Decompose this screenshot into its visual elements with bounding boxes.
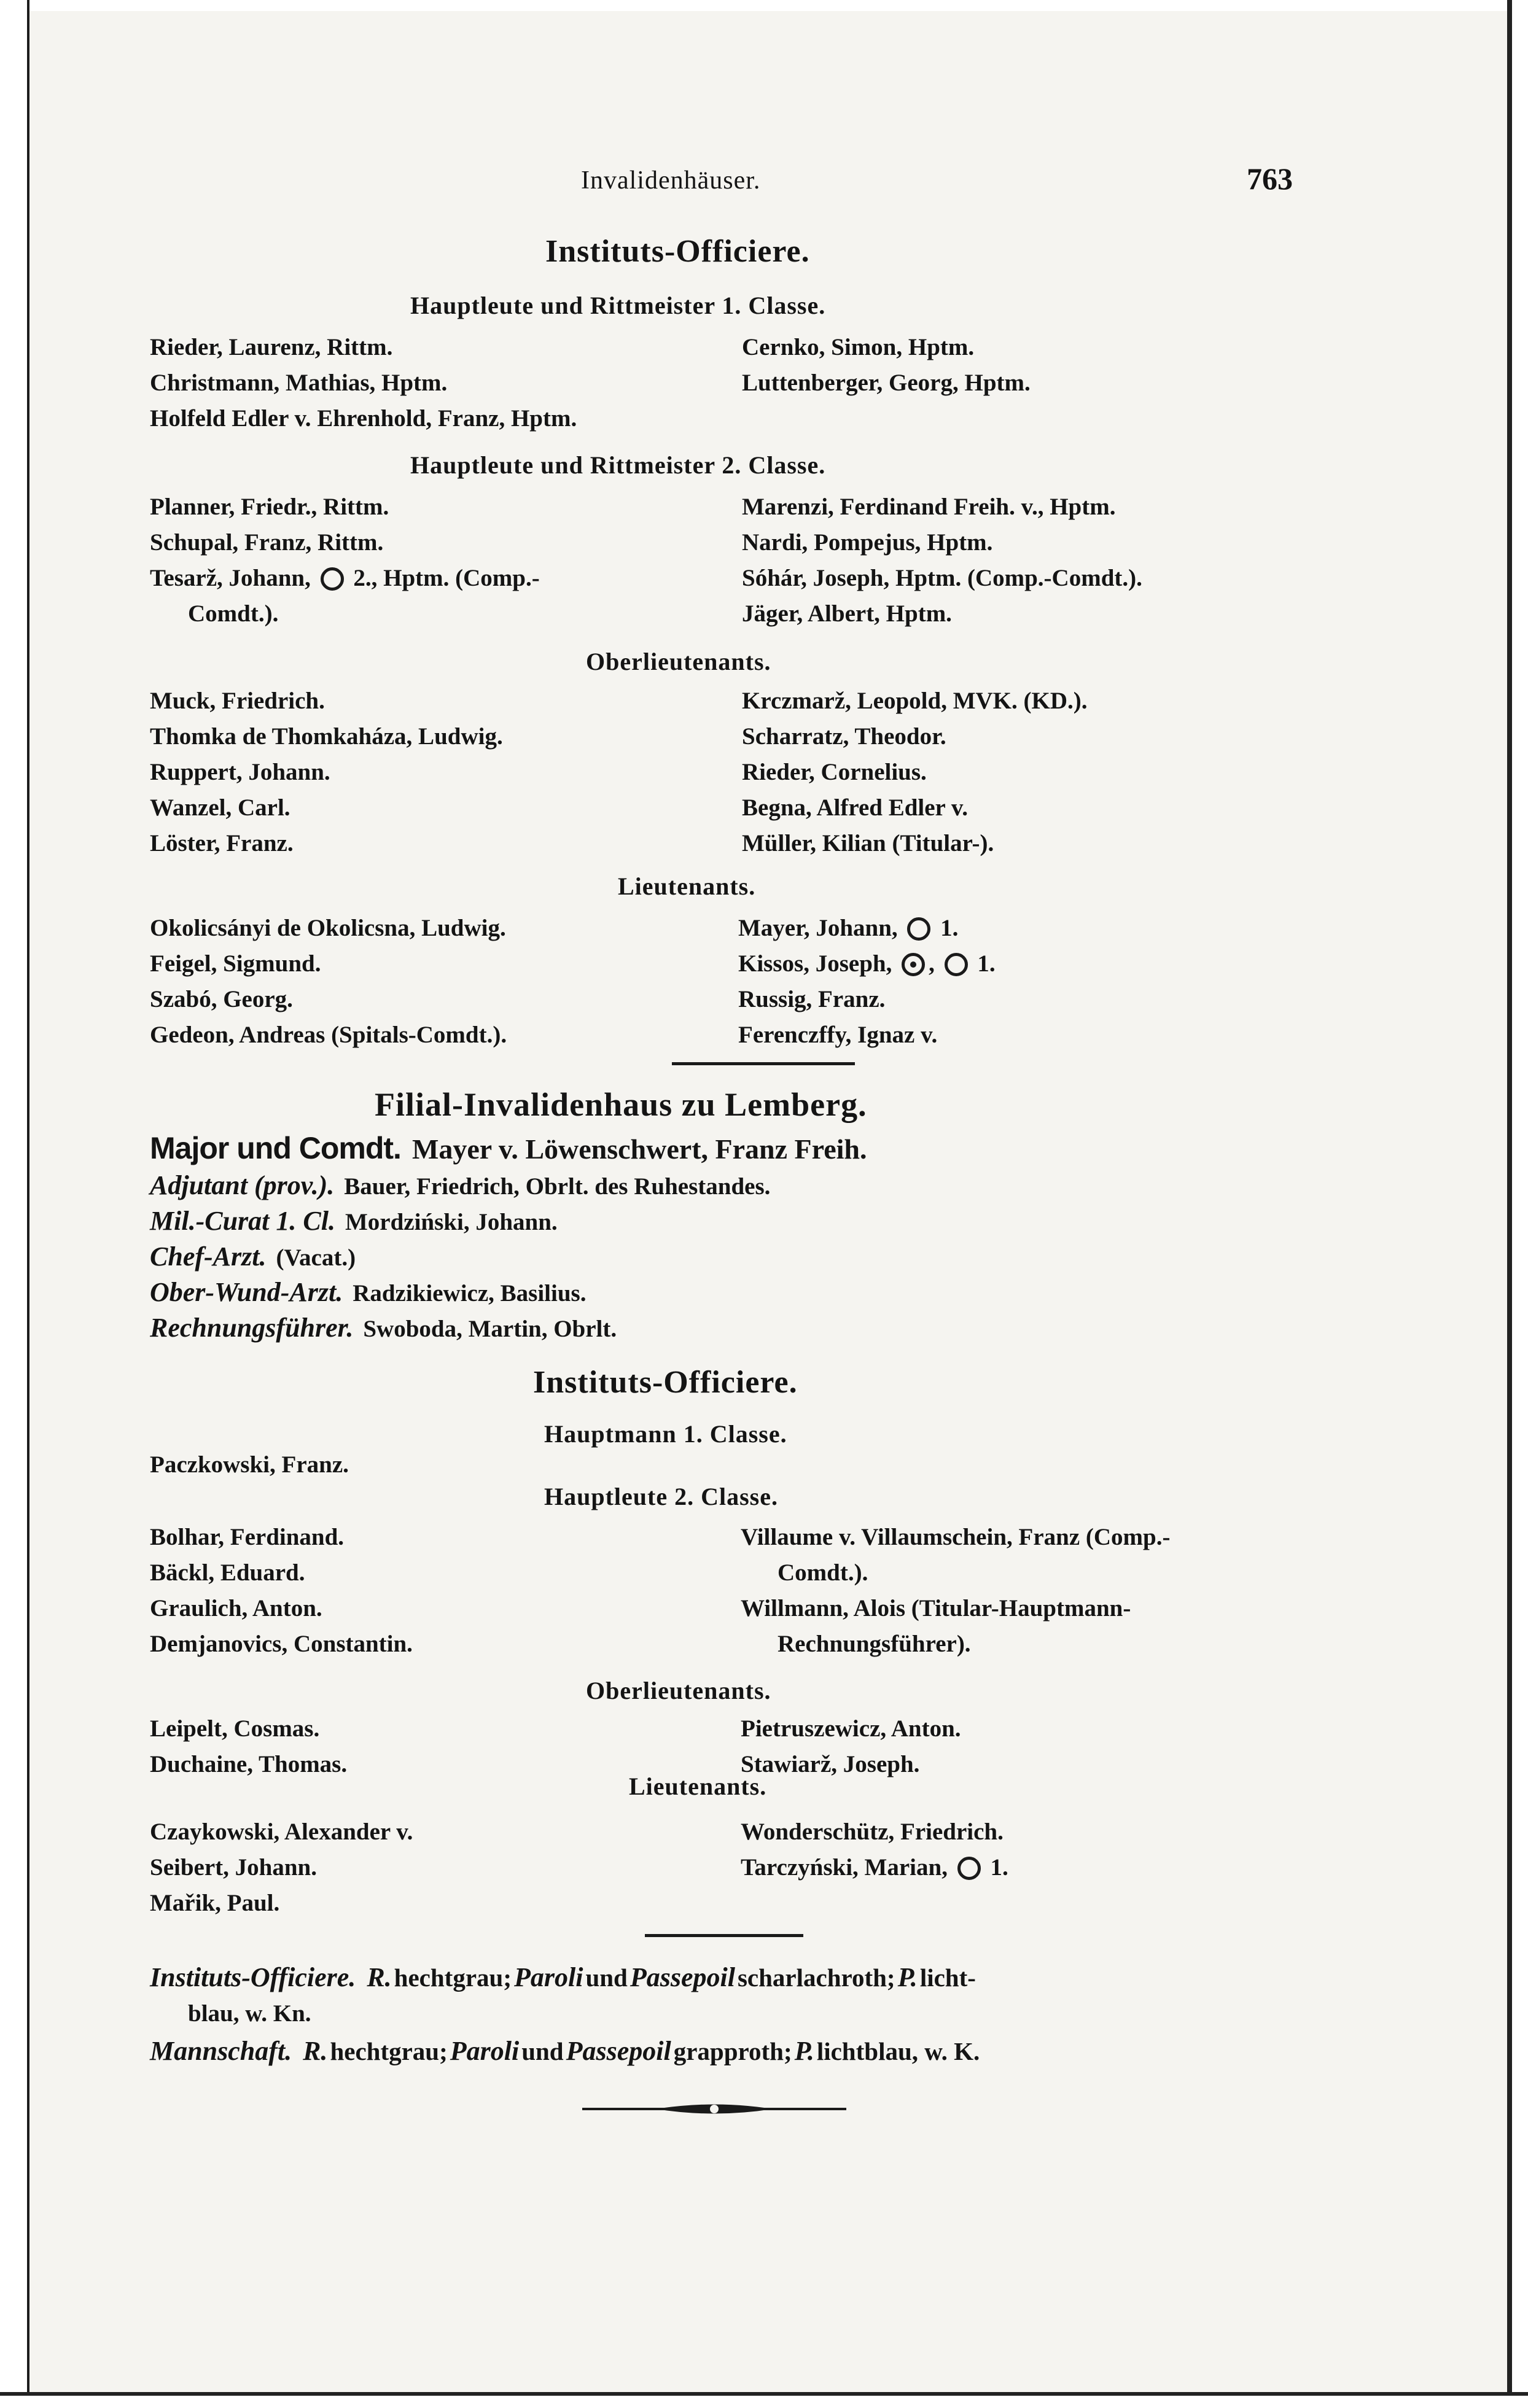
list-item-order — [150, 561, 540, 596]
uniform-abbrev: R. — [303, 2036, 328, 2066]
list-item: Okolicsányi de Okolicsna, Ludwig. — [150, 915, 506, 941]
order-circle-icon — [907, 917, 930, 941]
staff-name: Mayer v. Löwenschwert, Franz Freih. — [411, 1133, 867, 1165]
entry-text: Kissos, Joseph, — [738, 950, 892, 977]
order-circle-icon — [957, 1857, 981, 1880]
list-item: Leipelt, Cosmas. — [150, 1715, 320, 1742]
scan-edge-right — [1507, 0, 1528, 2408]
list-item: Sóhár, Joseph, Hptm. (Comp.-Comdt.). — [742, 565, 1142, 591]
list-item: Willmann, Alois (Titular-Hauptmann- — [741, 1595, 1131, 1622]
list-item: Bäckl, Eduard. — [150, 1559, 305, 1586]
staff-role: Ober-Wund-Arzt. — [150, 1277, 343, 1307]
list-item: Krczmarž, Leopold, MVK. (KD.). — [742, 688, 1088, 714]
uniform-label: Instituts-Officiere. — [150, 1962, 356, 1992]
staff-name: Mordziński, Johann. — [345, 1209, 558, 1235]
scan-edge-left — [0, 0, 29, 2408]
staff-role: Mil.-Curat 1. Cl. — [150, 1206, 335, 1236]
group-heading-oberlieutenants: Oberlieutenants. — [586, 648, 771, 675]
uniform-abbrev: P. — [794, 2036, 814, 2066]
list-item: Czaykowski, Alexander v. — [150, 1819, 413, 1845]
list-item: Jäger, Albert, Hptm. — [742, 600, 952, 627]
group-heading-hauptleute-2: Hauptleute und Rittmeister 2. Classe. — [410, 451, 826, 479]
list-item: Demjanovics, Constantin. — [150, 1631, 413, 1657]
list-item: Wonderschütz, Friedrich. — [741, 1819, 1004, 1845]
group-heading-lieutenants-2: Lieutenants. — [629, 1773, 767, 1800]
list-item: Holfeld Edler v. Ehrenhold, Franz, Hptm. — [150, 405, 577, 432]
list-item-continuation: Comdt.). — [188, 600, 279, 627]
uniform-text: und — [521, 2037, 564, 2065]
section-title-lemberg: Filial-Invalidenhaus zu Lemberg. — [375, 1086, 867, 1123]
staff-name: Swoboda, Martin, Obrlt. — [363, 1316, 617, 1342]
group-heading-hauptmann-1: Hauptmann 1. Classe. — [544, 1420, 787, 1448]
list-item-order — [741, 1851, 1008, 1885]
list-item: Schupal, Franz, Rittm. — [150, 529, 384, 556]
entry-text: Tarczyński, Marian, — [741, 1854, 948, 1881]
entry-text: 1. — [977, 950, 996, 977]
scan-edge-bottom — [0, 2392, 1528, 2408]
list-item: Pietruszewicz, Anton. — [741, 1715, 961, 1742]
staff-role: Rechnungsführer. — [150, 1313, 354, 1343]
list-item: Christmann, Mathias, Hptm. — [150, 370, 448, 396]
list-item: Villaume v. Villaumschein, Franz (Comp.- — [741, 1524, 1171, 1550]
group-heading-hauptleute-2b: Hauptleute 2. Classe. — [544, 1483, 778, 1510]
list-item: Löster, Franz. — [150, 830, 294, 856]
uniform-text: licht- — [919, 1963, 976, 1992]
list-item: Cernko, Simon, Hptm. — [742, 334, 975, 360]
entry-text: 1. — [940, 915, 959, 941]
uniform-text: scharlachroth; — [737, 1963, 895, 1992]
section-divider — [645, 1934, 803, 1937]
group-heading-oberlieutenants-2: Oberlieutenants. — [586, 1677, 771, 1704]
list-item: Feigel, Sigmund. — [150, 950, 321, 977]
staff-role: Major und Comdt. — [150, 1131, 401, 1165]
entry-text: 1. — [990, 1854, 1008, 1881]
list-item: Duchaine, Thomas. — [150, 1751, 348, 1777]
uniform-abbrev: P. — [897, 1962, 918, 1992]
uniform-term: Passepoil — [566, 2036, 671, 2066]
uniform-text: und — [585, 1963, 628, 1992]
list-item-continuation: Comdt.). — [778, 1559, 868, 1586]
section-title-instituts-officiere: Instituts-Officiere. — [545, 234, 810, 269]
list-item: Muck, Friedrich. — [150, 688, 325, 714]
page-number: 763 — [1247, 161, 1293, 196]
list-item: Nardi, Pompejus, Hptm. — [742, 529, 993, 556]
list-item: Stawiarž, Joseph. — [741, 1751, 920, 1777]
list-item-continuation: Rechnungsführer). — [778, 1631, 971, 1657]
uniform-text: lichtblau, w. K. — [816, 2037, 980, 2065]
entry-text: Mayer, Johann, — [738, 915, 898, 941]
list-item: Bolhar, Ferdinand. — [150, 1524, 345, 1550]
staff-name: Radzikiewicz, Basilius. — [353, 1280, 587, 1307]
staff-role: Chef-Arzt. — [150, 1241, 267, 1272]
list-item: Rieder, Cornelius. — [742, 759, 927, 785]
entry-text: Tesarž, Johann, — [150, 565, 311, 591]
order-circle-icon — [945, 953, 968, 976]
order-circle-icon — [321, 567, 344, 591]
running-title: Invalidenhäuser. — [581, 166, 761, 195]
list-item: Planner, Friedr., Rittm. — [150, 494, 389, 520]
staff-role: Adjutant (prov.). — [150, 1170, 335, 1200]
uniform-text: hechtgrau; — [330, 2037, 448, 2065]
document-page — [29, 11, 1507, 2392]
list-item: Thomka de Thomkaháza, Ludwig. — [150, 723, 503, 750]
list-item: Gedeon, Andreas (Spitals-Comdt.). — [150, 1022, 507, 1048]
uniform-text: hechtgrau; — [394, 1963, 512, 1992]
uniform-abbrev: R. — [367, 1962, 392, 1992]
uniform-label: Mannschaft. — [150, 2036, 292, 2066]
uniform-line-continuation: blau, w. Kn. — [188, 2000, 311, 2027]
list-item: Graulich, Anton. — [150, 1595, 322, 1622]
list-item: Wanzel, Carl. — [150, 794, 290, 821]
uniform-text: grapproth; — [673, 2037, 792, 2065]
entry-text: 2., Hptm. (Comp.- — [353, 565, 540, 591]
list-item: Seibert, Johann. — [150, 1854, 317, 1881]
list-item: Marenzi, Ferdinand Freih. v., Hptm. — [742, 494, 1116, 520]
scan-margin-top — [0, 0, 1528, 11]
list-item: Rieder, Laurenz, Rittm. — [150, 334, 393, 360]
list-item: Müller, Kilian (Titular-). — [742, 830, 994, 856]
uniform-term: Passepoil — [630, 1962, 735, 1992]
list-item: Begna, Alfred Edler v. — [742, 794, 969, 821]
staff-name: (Vacat.) — [276, 1245, 356, 1271]
list-item: Scharratz, Theodor. — [742, 723, 946, 750]
uniform-line-mannschaft — [150, 2032, 980, 2076]
list-item-order: Kissos, Joseph, , 1. — [738, 950, 996, 977]
section-divider — [672, 1062, 855, 1065]
section-title-instituts-officiere-2: Instituts-Officiere. — [533, 1365, 798, 1400]
uniform-term: Paroli — [513, 1962, 583, 1992]
staff-name: Bauer, Friedrich, Obrlt. des Ruhestandes. — [344, 1173, 771, 1200]
list-item: Ruppert, Johann. — [150, 759, 330, 785]
list-item: Russig, Franz. — [738, 986, 886, 1012]
list-item: Luttenberger, Georg, Hptm. — [742, 370, 1031, 396]
list-item: Ferenczffy, Ignaz v. — [738, 1022, 938, 1048]
list-item: Mařik, Paul. — [150, 1890, 280, 1916]
staff-row — [150, 1310, 617, 1352]
group-heading-hauptleute-1: Hauptleute und Rittmeister 1. Classe. — [410, 292, 826, 319]
list-item: Szabó, Georg. — [150, 986, 293, 1012]
group-heading-lieutenants: Lieutenants. — [618, 872, 756, 900]
uniform-term: Paroli — [450, 2036, 520, 2066]
list-item: Paczkowski, Franz. — [150, 1451, 349, 1478]
list-item-order — [738, 911, 958, 946]
end-ornament-icon — [582, 2100, 846, 2118]
dotted-circle-icon — [902, 953, 925, 976]
